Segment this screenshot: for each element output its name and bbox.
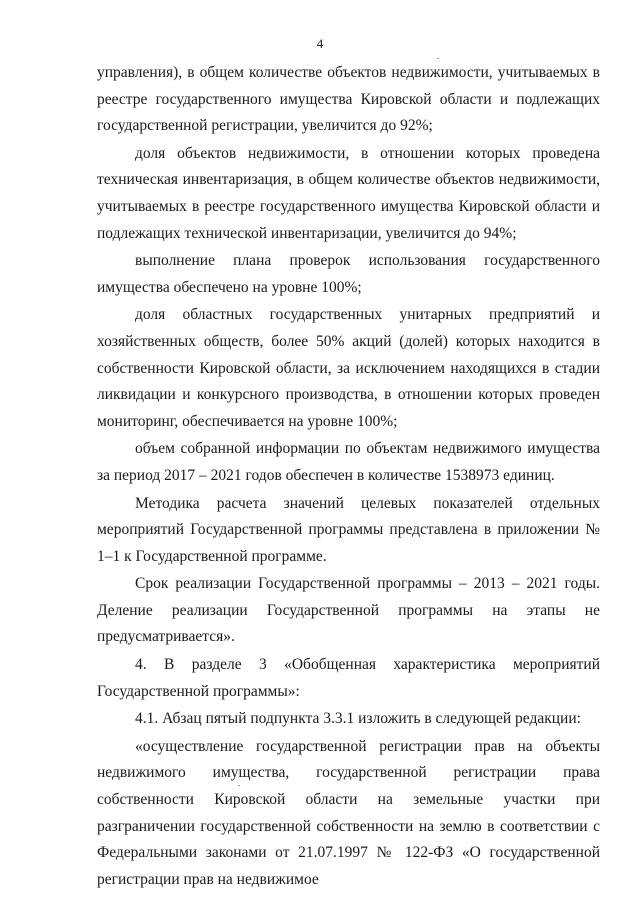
paragraph: управления), в общем количестве объектов недвижимости, учитываемых в реестре государственного имущества Кировской области и подлежащих государственной регистрации, увеличится до 92%; bbox=[97, 64, 600, 135]
scan-speck bbox=[437, 58, 439, 59]
document-body bbox=[97, 60, 600, 894]
paragraph: выполнение плана проверок использования государственного имущества обеспечено на уровне 100%; bbox=[97, 252, 600, 296]
paragraph: 4. В разделе 3 «Обобщенная характеристика мероприятий Государственной программы»: bbox=[97, 656, 600, 700]
paragraph: «осуществление государственной регистрации прав на объекты недвижимого имущества, государственной регистрации права собственности Кировской области на земельные участки при разграничении государственной собственности на землю в соответствии с Федеральными законами от 21.07.1997 № 122-ФЗ «О государственной регистрации прав на недвижимое bbox=[97, 737, 600, 888]
paragraph: объем собранной информации по объектам недвижимого имущества за период 2017 – 2021 годов обеспечен в количестве 1538973 единиц. bbox=[97, 440, 600, 484]
page-number: 4 bbox=[316, 36, 324, 51]
paragraph: 4.1. Абзац пятый подпункта 3.3.1 изложить в следующей редакции: bbox=[135, 710, 581, 728]
paragraph: Срок реализации Государственной программы – 2013 – 2021 годы. Деление реализации Государственной программы на этапы не предусматривается». bbox=[97, 575, 600, 646]
paragraph: Методика расчета значений целевых показателей отдельных мероприятий Государственной программы представлена в приложении № 1–1 к Государственной программе. bbox=[97, 494, 600, 565]
paragraph: доля областных государственных унитарных предприятий и хозяйственных обществ, более 50% акций (долей) которых находится в собственности Кировской области, за исключением находящихся в стадии ликвидации и конкурсного производства, в отношении которых проведен мониторинг, обеспечивается на уровне 100%; bbox=[97, 306, 600, 430]
paragraph: доля объектов недвижимости, в отношении которых проведена техническая инвентаризация, в общем количестве объектов недвижимости, учитываемых в реестре государственного имущества Кировской области и подлежащих технической инвентаризации, увеличится до 94%; bbox=[97, 144, 600, 242]
scan-speck bbox=[238, 785, 240, 786]
